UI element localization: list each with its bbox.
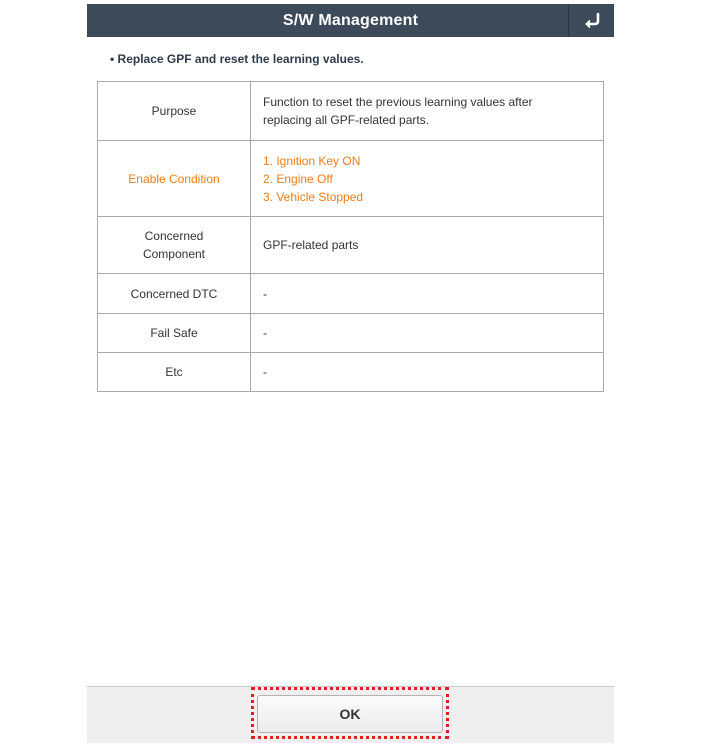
row-value: - <box>251 314 604 353</box>
row-label: Etc <box>98 353 251 392</box>
row-value <box>251 141 604 217</box>
row-label: Concerned DTC <box>98 274 251 314</box>
row-label: Purpose <box>98 82 251 141</box>
condition-item: 1. Ignition Key ON <box>263 153 361 168</box>
condition-item: 2. Engine Off <box>263 171 333 186</box>
condition-item: 3. Vehicle Stopped <box>263 189 364 204</box>
value-line: replacing all GPF-related parts. <box>263 113 430 127</box>
title-bar <box>87 4 614 37</box>
return-arrow-icon <box>582 12 602 30</box>
condition-list <box>263 152 591 206</box>
ok-button[interactable]: OK <box>257 695 443 733</box>
back-button[interactable] <box>568 4 614 37</box>
label-line: Concerned <box>144 229 204 243</box>
sw-management-screen <box>87 4 614 742</box>
table-row-purpose <box>98 82 604 141</box>
row-label <box>98 217 251 274</box>
table-row-concerned-dtc <box>98 274 604 314</box>
label-line: Component <box>142 247 206 261</box>
table-row-enable-condition <box>98 141 604 217</box>
table-row-etc <box>98 353 604 392</box>
table-row-concerned-component <box>98 217 604 274</box>
row-value: - <box>251 274 604 314</box>
value-line: Function to reset the previous learning values after <box>263 95 533 109</box>
row-value: GPF-related parts <box>251 217 604 274</box>
bottom-action-bar <box>87 686 614 743</box>
procedure-subtitle: • Replace GPF and reset the learning values. <box>110 52 364 66</box>
row-value: - <box>251 353 604 392</box>
row-value <box>251 82 604 141</box>
row-label: Fail Safe <box>98 314 251 353</box>
table-row-fail-safe <box>98 314 604 353</box>
info-table <box>97 81 604 392</box>
window-title: S/W Management <box>282 11 419 29</box>
row-label: Enable Condition <box>98 141 251 217</box>
